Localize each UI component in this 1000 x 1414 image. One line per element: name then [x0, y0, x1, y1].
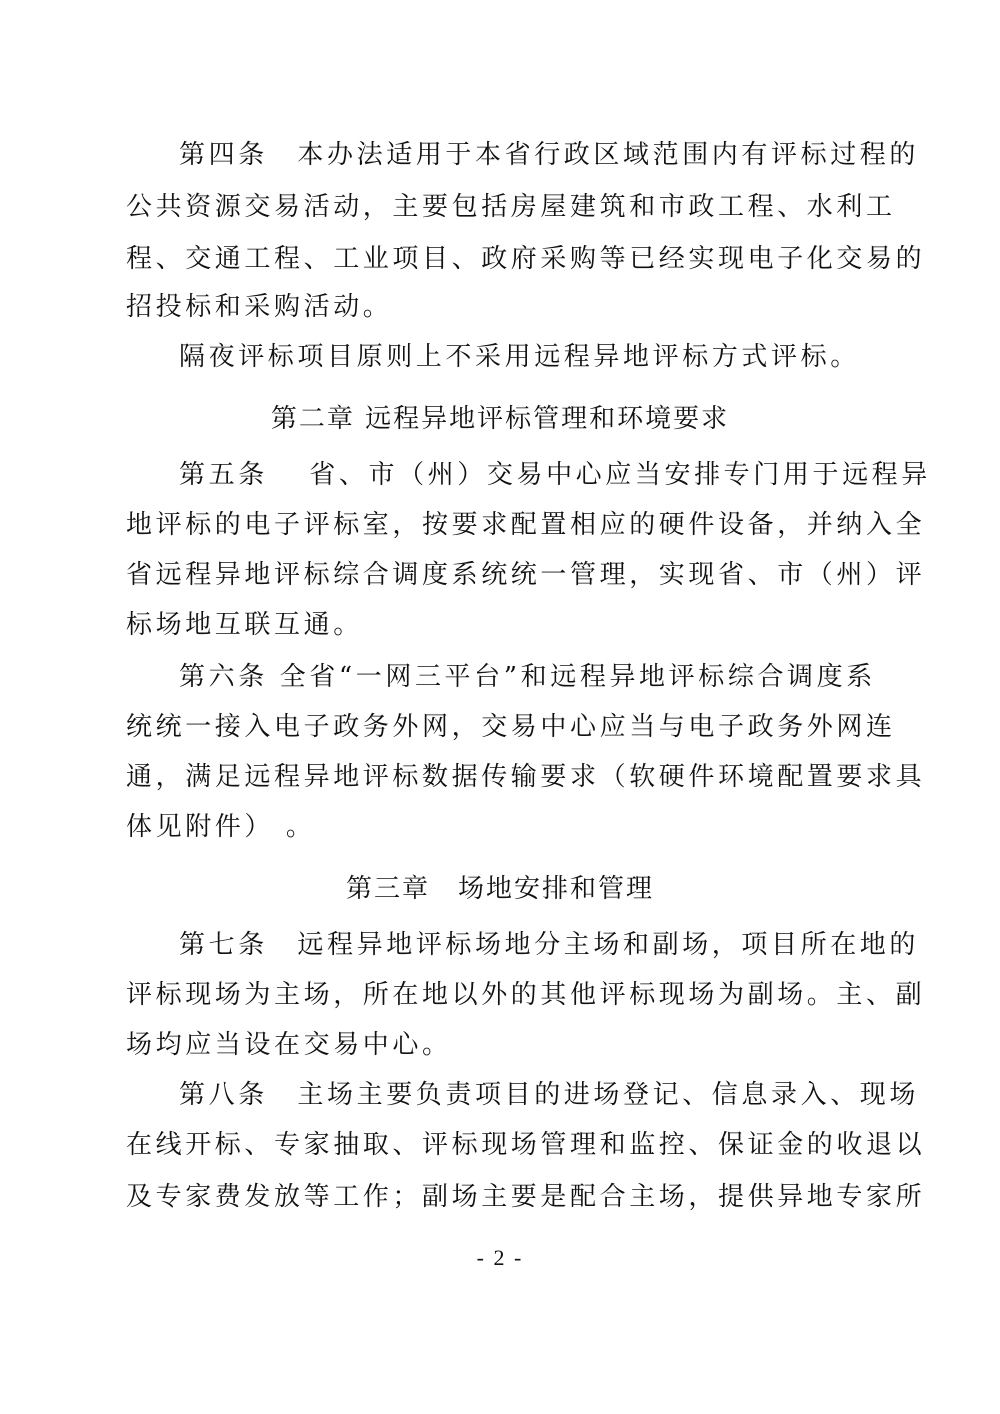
- article-5-line-2: 地评标的电子评标室，按要求配置相应的硬件设备，并纳入全: [126, 510, 926, 540]
- article-4-line-2: 公共资源交易活动，主要包括房屋建筑和市政工程、水利工: [126, 192, 896, 222]
- article-4-line-3: 程、交通工程、工业项目、政府采购等已经实现电子化交易的: [126, 244, 926, 274]
- article-8-line-2: 在线开标、专家抽取、评标现场管理和监控、保证金的收退以: [126, 1130, 926, 1160]
- chapter-3-heading: 第三章 场地安排和管理: [345, 874, 654, 904]
- article-4-line-5: 隔夜评标项目原则上不采用远程异地评标方式评标。: [179, 342, 860, 372]
- article-5-line-3: 省远程异地评标综合调度系统统一管理，实现省、市（州）评: [126, 560, 926, 590]
- article-6-line-4: 体见附件） 。: [126, 812, 316, 842]
- article-8-line-3: 及专家费发放等工作；副场主要是配合主场，提供异地专家所: [126, 1182, 926, 1212]
- article-4-line-1: 第四条 本办法适用于本省行政区域范围内有评标过程的: [179, 140, 920, 170]
- page-number: - 2 -: [476, 1245, 524, 1270]
- article-5-line-1: 第五条 省、市（州）交易中心应当安排专门用于远程异: [179, 460, 931, 490]
- article-7-line-2: 评标现场为主场，所在地以外的其他评标现场为副场。主、副: [126, 980, 926, 1010]
- article-6-line-2: 统统一接入电子政务外网，交易中心应当与电子政务外网连: [126, 712, 896, 742]
- article-7-line-1: 第七条 远程异地评标场地分主场和副场，项目所在地的: [179, 930, 920, 960]
- chapter-2-heading: 第二章 远程异地评标管理和环境要求: [270, 404, 730, 434]
- article-6-line-1: 第六条 全省“一网三平台”和远程异地评标综合调度系: [179, 662, 876, 692]
- article-6-line-3: 通，满足远程异地评标数据传输要求（软硬件环境配置要求具: [126, 762, 926, 792]
- article-8-line-1: 第八条 主场主要负责项目的进场登记、信息录入、现场: [179, 1080, 920, 1110]
- article-7-line-3: 场均应当设在交易中心。: [126, 1030, 452, 1060]
- article-4-line-4: 招投标和采购活动。: [126, 292, 393, 322]
- article-5-line-4: 标场地互联互通。: [126, 610, 363, 640]
